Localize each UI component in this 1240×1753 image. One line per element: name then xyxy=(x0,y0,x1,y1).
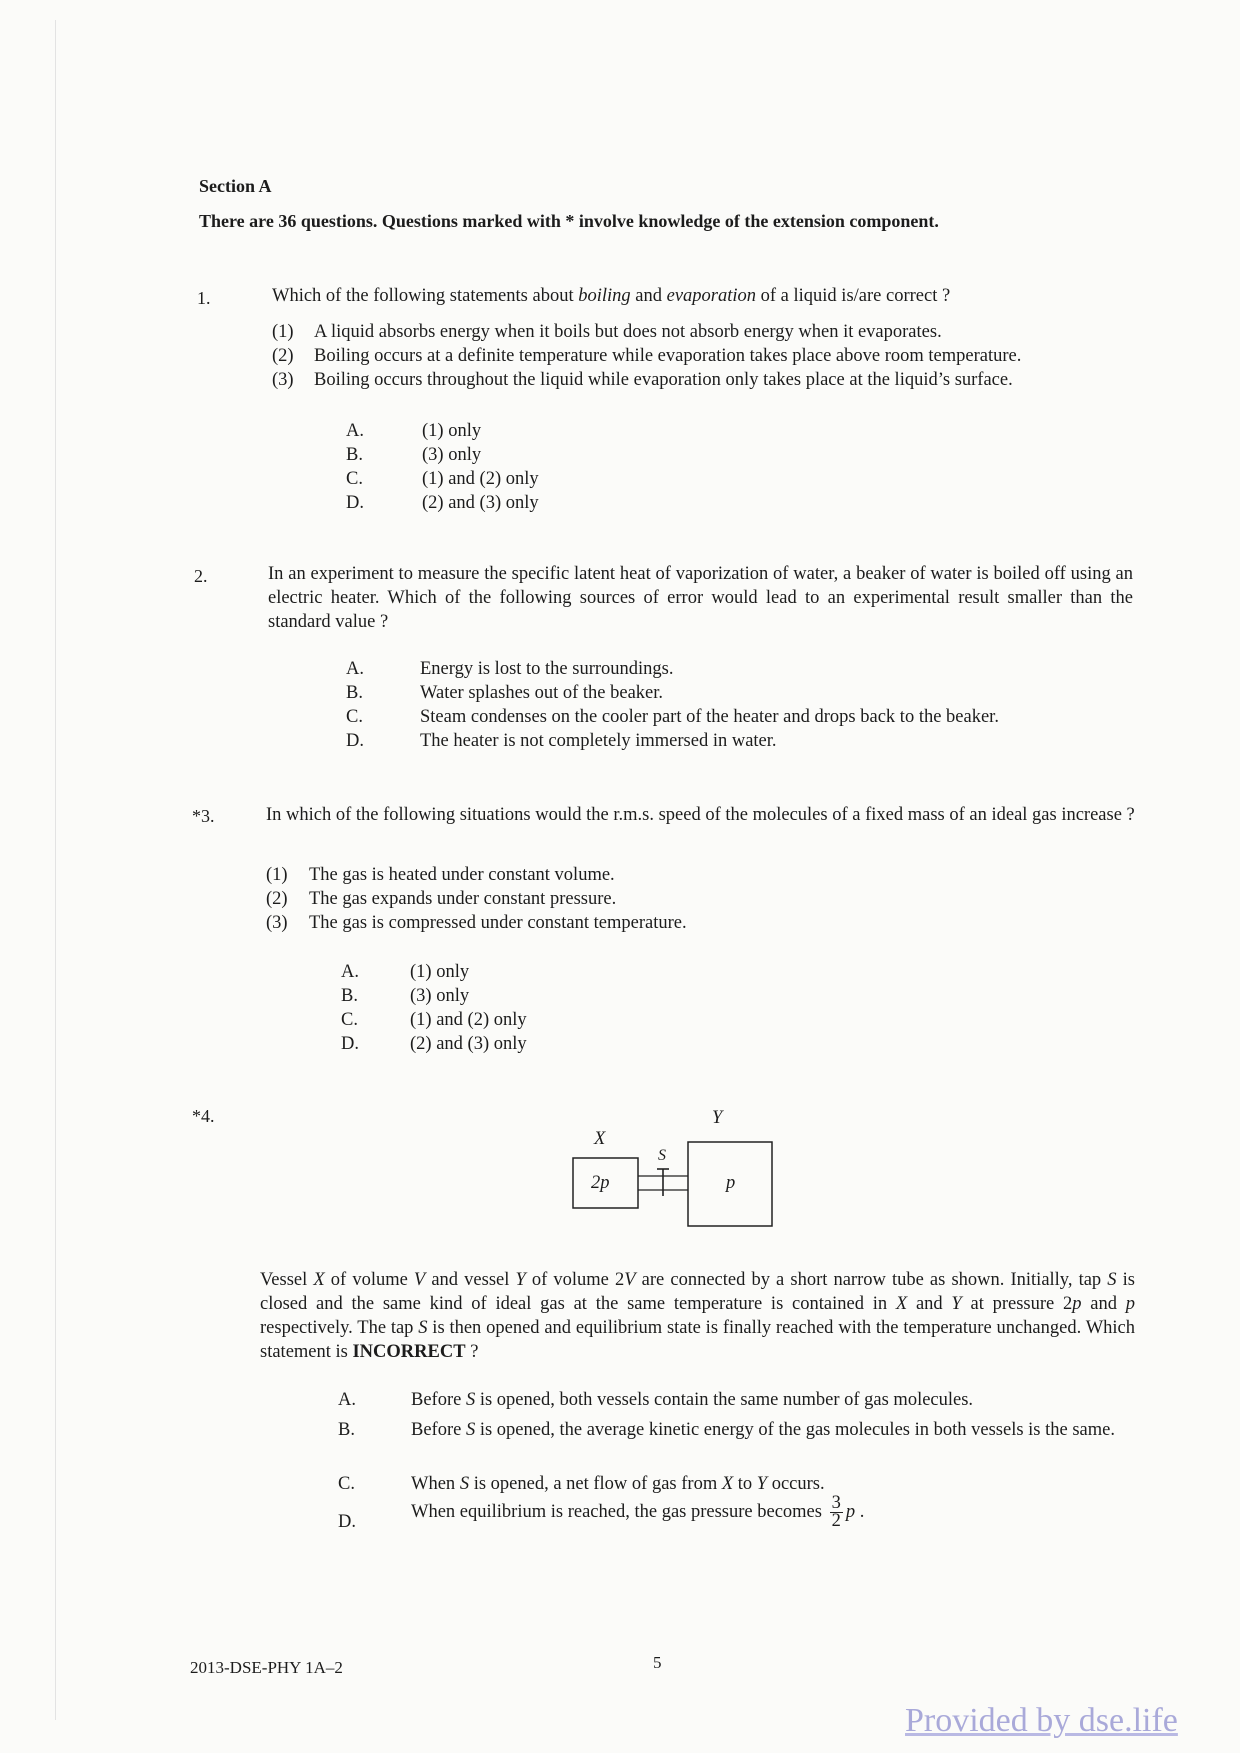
option-item: A. Energy is lost to the surroundings. xyxy=(346,659,674,679)
section-intro: There are 36 questions. Questions marked with * involve knowledge of the extension component. xyxy=(199,211,939,231)
option-item: D. (2) and (3) only xyxy=(346,493,539,513)
question-number: *3. xyxy=(192,806,215,826)
option-item: A. (1) only xyxy=(341,962,470,982)
option-text: Before S is opened, the average kinetic energy of the gas molecules in both vessels is the same. xyxy=(411,1420,1115,1440)
question-stem: Which of the following statements about boiling and evaporation of a liquid is/are correct ? xyxy=(272,286,951,306)
section-title: Section A xyxy=(199,176,272,196)
option-item: C. (1) and (2) only xyxy=(346,469,539,489)
watermark-link[interactable]: Provided by dse.life xyxy=(905,1702,1178,1739)
option-item: C. (1) and (2) only xyxy=(341,1010,527,1030)
statement-item: (2) Boiling occurs at a definite temperature while evaporation takes place above room temperature. xyxy=(272,346,1022,366)
label-x: X xyxy=(594,1129,606,1149)
label-s: S xyxy=(658,1147,666,1164)
option-item: C. Steam condenses on the cooler part of the heater and drops back to the beaker. xyxy=(346,707,999,727)
option-list xyxy=(341,960,527,1056)
statement-item: (3) The gas is compressed under constant temperature. xyxy=(266,913,687,933)
option-item: C. xyxy=(338,1474,355,1494)
option-item: A. xyxy=(338,1390,356,1410)
question-number: 1. xyxy=(197,288,211,308)
scan-page-edge xyxy=(55,20,56,1720)
option-item: A. (1) only xyxy=(346,421,482,441)
question-number: *4. xyxy=(192,1106,215,1126)
question-stem: In an experiment to measure the specific latent heat of vaporization of water, a beaker of water is boiled off using an electric heater. Which of the following sources of error would lead to an experimental result smaller than the standard value ? xyxy=(268,564,1133,632)
option-item: B. (3) only xyxy=(341,986,470,1006)
statement-item: (3) Boiling occurs throughout the liquid while evaporation only takes place at the liquid’s surface. xyxy=(272,370,1013,390)
statement-item: (1) A liquid absorbs energy when it boils but does not absorb energy when it evaporates. xyxy=(272,322,942,342)
option-item: B. xyxy=(338,1420,355,1440)
option-item: D. The heater is not completely immersed in water. xyxy=(346,731,777,751)
pressure-y: p xyxy=(726,1173,736,1193)
question-stem: Vessel X of volume V and vessel Y of volume 2V are connected by a short narrow tube as shown. Initially, tap S is closed and the same kind of ideal gas at the same temperature is contained in X and Y at pressure 2p and p respectively. The tap S is then opened and equilibrium state is finally reached with the temperature unchanged. Which statement is INCORRECT ? xyxy=(260,1270,1136,1362)
option-list xyxy=(346,419,539,515)
option-item: D. (2) and (3) only xyxy=(341,1034,527,1054)
option-item: B. Water splashes out of the beaker. xyxy=(346,683,664,703)
question-number: 2. xyxy=(194,566,208,586)
option-item: B. (3) only xyxy=(346,445,482,465)
option-text: Before S is opened, both vessels contain the same number of gas molecules. xyxy=(411,1390,974,1410)
page-number: 5 xyxy=(653,1653,662,1672)
vessel-diagram xyxy=(560,1108,780,1237)
statement-list xyxy=(266,863,687,935)
paper-code: 2013-DSE-PHY 1A–2 xyxy=(190,1658,343,1677)
pressure-x: 2p xyxy=(591,1173,610,1193)
option-item: D. xyxy=(338,1512,356,1532)
label-y: Y xyxy=(712,1108,723,1128)
option-text: When equilibrium is reached, the gas pressure becomes $\frac{3}{2}$ p . xyxy=(411,1493,865,1531)
option-list xyxy=(346,657,999,753)
statement-list xyxy=(272,320,1021,392)
option-text: When S is opened, a net flow of gas from X to Y occurs. xyxy=(411,1474,825,1494)
question-stem: In which of the following situations would the r.m.s. speed of the molecules of a fixed mass of an ideal gas increase ? xyxy=(266,805,1135,825)
fraction: $\frac{3}{2}$ xyxy=(831,1493,841,1531)
statement-item: (1) The gas is heated under constant volume. xyxy=(266,865,615,885)
statement-item: (2) The gas expands under constant pressure. xyxy=(266,889,617,909)
